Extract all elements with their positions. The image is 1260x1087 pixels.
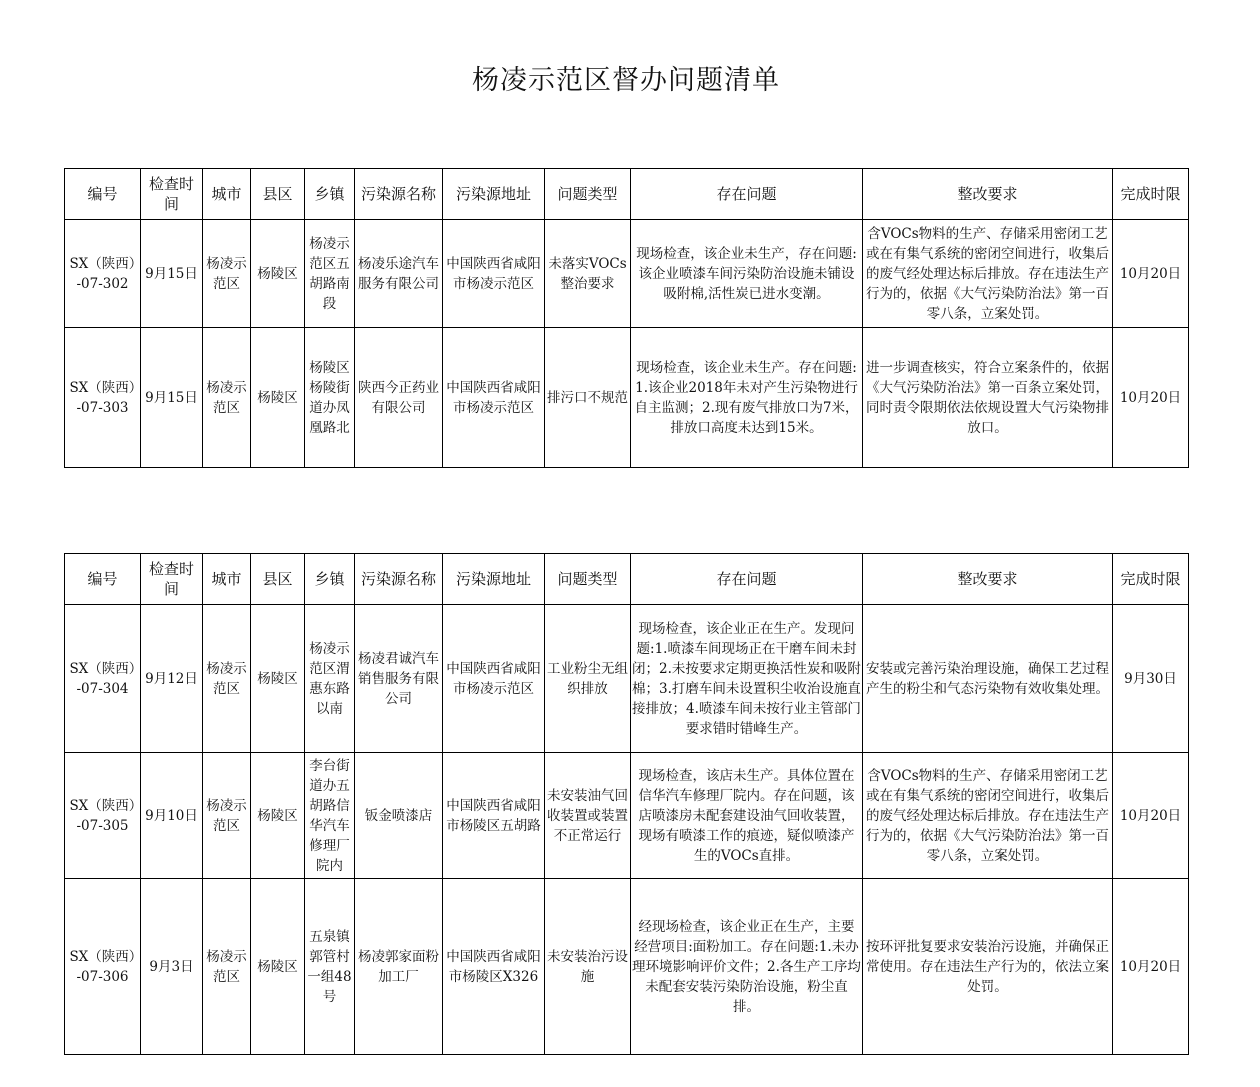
issue-type-cell: 未安装油气回收装置或装置不正常运行	[545, 753, 631, 879]
id-cell: SX（陕西）-07-303	[65, 328, 141, 468]
date-cell: 9月15日	[141, 220, 203, 328]
id-cell: SX（陕西）-07-306	[65, 879, 141, 1055]
source-name-cell: 杨凌郭家面粉加工厂	[355, 879, 443, 1055]
source-name-cell: 杨凌乐途汽车服务有限公司	[355, 220, 443, 328]
date-cell: 9月15日	[141, 328, 203, 468]
issue-table-1	[64, 168, 1189, 468]
district-cell: 杨陵区	[251, 328, 305, 468]
header-cell: 污染源地址	[443, 554, 545, 605]
deadline-cell: 9月30日	[1113, 605, 1189, 753]
problem-cell: 现场检查，该企业正在生产。发现问题:1.喷漆车间现场正在干磨车间未封闭；2.未按要求定期更换活性炭和吸附棉；3.打磨车间未设置积尘收治设施直接排放；4.喷漆车间未按行业主管部门要求错时错峰生产。	[631, 605, 863, 753]
issue-type-cell: 未落实VOCs整治要求	[545, 220, 631, 328]
header-cell: 城市	[203, 169, 251, 220]
problem-cell: 现场检查，该店未生产。具体位置在信华汽车修理厂院内。存在问题，该店喷漆房未配套建设油气回收装置，现场有喷漆工作的痕迹，疑似喷漆产生的VOCs直排。	[631, 753, 863, 879]
town-cell: 杨陵区杨陵街道办凤凰路北	[305, 328, 355, 468]
city-cell: 杨凌示范区	[203, 879, 251, 1055]
requirement-cell: 含VOCs物料的生产、存储采用密闭工艺或在有集气系统的密闭空间进行，收集后的废气经处理达标后排放。存在违法生产行为的，依据《大气污染防治法》第一百零八条，立案处罚。	[863, 220, 1113, 328]
date-cell: 9月12日	[141, 605, 203, 753]
city-cell: 杨凌示范区	[203, 328, 251, 468]
problem-cell: 现场检查，该企业未生产，存在问题:该企业喷漆车间污染防治设施未铺设吸附棉,活性炭已进水变潮。	[631, 220, 863, 328]
header-cell: 编号	[65, 554, 141, 605]
town-cell: 李台街道办五胡路信华汽车修理厂院内	[305, 753, 355, 879]
deadline-cell: 10月20日	[1113, 220, 1189, 328]
issue-type-cell: 排污口不规范	[545, 328, 631, 468]
district-cell: 杨陵区	[251, 753, 305, 879]
header-cell: 完成时限	[1113, 554, 1189, 605]
header-row	[65, 169, 1189, 220]
header-cell: 县区	[251, 169, 305, 220]
address-cell: 中国陕西省咸阳市杨陵区X326	[443, 879, 545, 1055]
source-name-cell: 杨凌君诚汽车销售服务有限公司	[355, 605, 443, 753]
header-cell: 问题类型	[545, 554, 631, 605]
city-cell: 杨凌示范区	[203, 605, 251, 753]
issue-type-cell: 未安装治污设施	[545, 879, 631, 1055]
address-cell: 中国陕西省咸阳市杨凌示范区	[443, 328, 545, 468]
header-cell: 完成时限	[1113, 169, 1189, 220]
header-cell: 检查时间	[141, 169, 203, 220]
header-cell: 问题类型	[545, 169, 631, 220]
address-cell: 中国陕西省咸阳市杨凌示范区	[443, 220, 545, 328]
deadline-cell: 10月20日	[1113, 328, 1189, 468]
id-cell: SX（陕西）-07-302	[65, 220, 141, 328]
header-cell: 乡镇	[305, 554, 355, 605]
district-cell: 杨陵区	[251, 220, 305, 328]
deadline-cell: 10月20日	[1113, 879, 1189, 1055]
page-title: 杨凌示范区督办问题清单	[472, 65, 780, 96]
address-cell: 中国陕西省咸阳市杨凌示范区	[443, 605, 545, 753]
header-cell: 编号	[65, 169, 141, 220]
header-cell: 污染源名称	[355, 554, 443, 605]
header-cell: 污染源地址	[443, 169, 545, 220]
problem-cell: 经现场检查，该企业正在生产，主要经营项目:面粉加工。存在问题:1.未办理环境影响评价文件；2.各生产工序均未配套安装污染防治设施，粉尘直排。	[631, 879, 863, 1055]
district-cell: 杨陵区	[251, 605, 305, 753]
district-cell: 杨陵区	[251, 879, 305, 1055]
table-row	[65, 220, 1189, 328]
header-cell: 县区	[251, 554, 305, 605]
requirement-cell: 按环评批复要求安装治污设施，并确保正常使用。存在违法生产行为的，依法立案处罚。	[863, 879, 1113, 1055]
source-name-cell: 钣金喷漆店	[355, 753, 443, 879]
header-cell: 存在问题	[631, 169, 863, 220]
requirement-cell: 进一步调查核实，符合立案条件的，依据《大气污染防治法》第一百条立案处罚，同时责令限期依法依规设置大气污染物排放口。	[863, 328, 1113, 468]
issue-type-cell: 工业粉尘无组织排放	[545, 605, 631, 753]
town-cell: 杨凌示范区五胡路南段	[305, 220, 355, 328]
problem-cell: 现场检查，该企业未生产。存在问题:1.该企业2018年未对产生污染物进行自主监测；2.现有废气排放口为7米，排放口高度未达到15米。	[631, 328, 863, 468]
id-cell: SX（陕西）-07-304	[65, 605, 141, 753]
town-cell: 五泉镇郭管村一组48号	[305, 879, 355, 1055]
issue-table-2	[64, 553, 1189, 1055]
town-cell: 杨凌示范区渭惠东路以南	[305, 605, 355, 753]
city-cell: 杨凌示范区	[203, 220, 251, 328]
source-name-cell: 陕西今正药业有限公司	[355, 328, 443, 468]
deadline-cell: 10月20日	[1113, 753, 1189, 879]
header-cell: 检查时间	[141, 554, 203, 605]
date-cell: 9月3日	[141, 879, 203, 1055]
table-row	[65, 328, 1189, 468]
header-cell: 污染源名称	[355, 169, 443, 220]
address-cell: 中国陕西省咸阳市杨陵区五胡路	[443, 753, 545, 879]
table-row	[65, 605, 1189, 753]
requirement-cell: 含VOCs物料的生产、存储采用密闭工艺或在有集气系统的密闭空间进行，收集后的废气经处理达标后排放。存在违法生产行为的，依据《大气污染防治法》第一百零八条，立案处罚。	[863, 753, 1113, 879]
header-row	[65, 554, 1189, 605]
header-cell: 整改要求	[863, 169, 1113, 220]
table-row	[65, 879, 1189, 1055]
header-cell: 城市	[203, 554, 251, 605]
requirement-cell: 安装或完善污染治理设施，确保工艺过程产生的粉尘和气态污染物有效收集处理。	[863, 605, 1113, 753]
header-cell: 存在问题	[631, 554, 863, 605]
date-cell: 9月10日	[141, 753, 203, 879]
id-cell: SX（陕西）-07-305	[65, 753, 141, 879]
header-cell: 乡镇	[305, 169, 355, 220]
city-cell: 杨凌示范区	[203, 753, 251, 879]
header-cell: 整改要求	[863, 554, 1113, 605]
table-row	[65, 753, 1189, 879]
